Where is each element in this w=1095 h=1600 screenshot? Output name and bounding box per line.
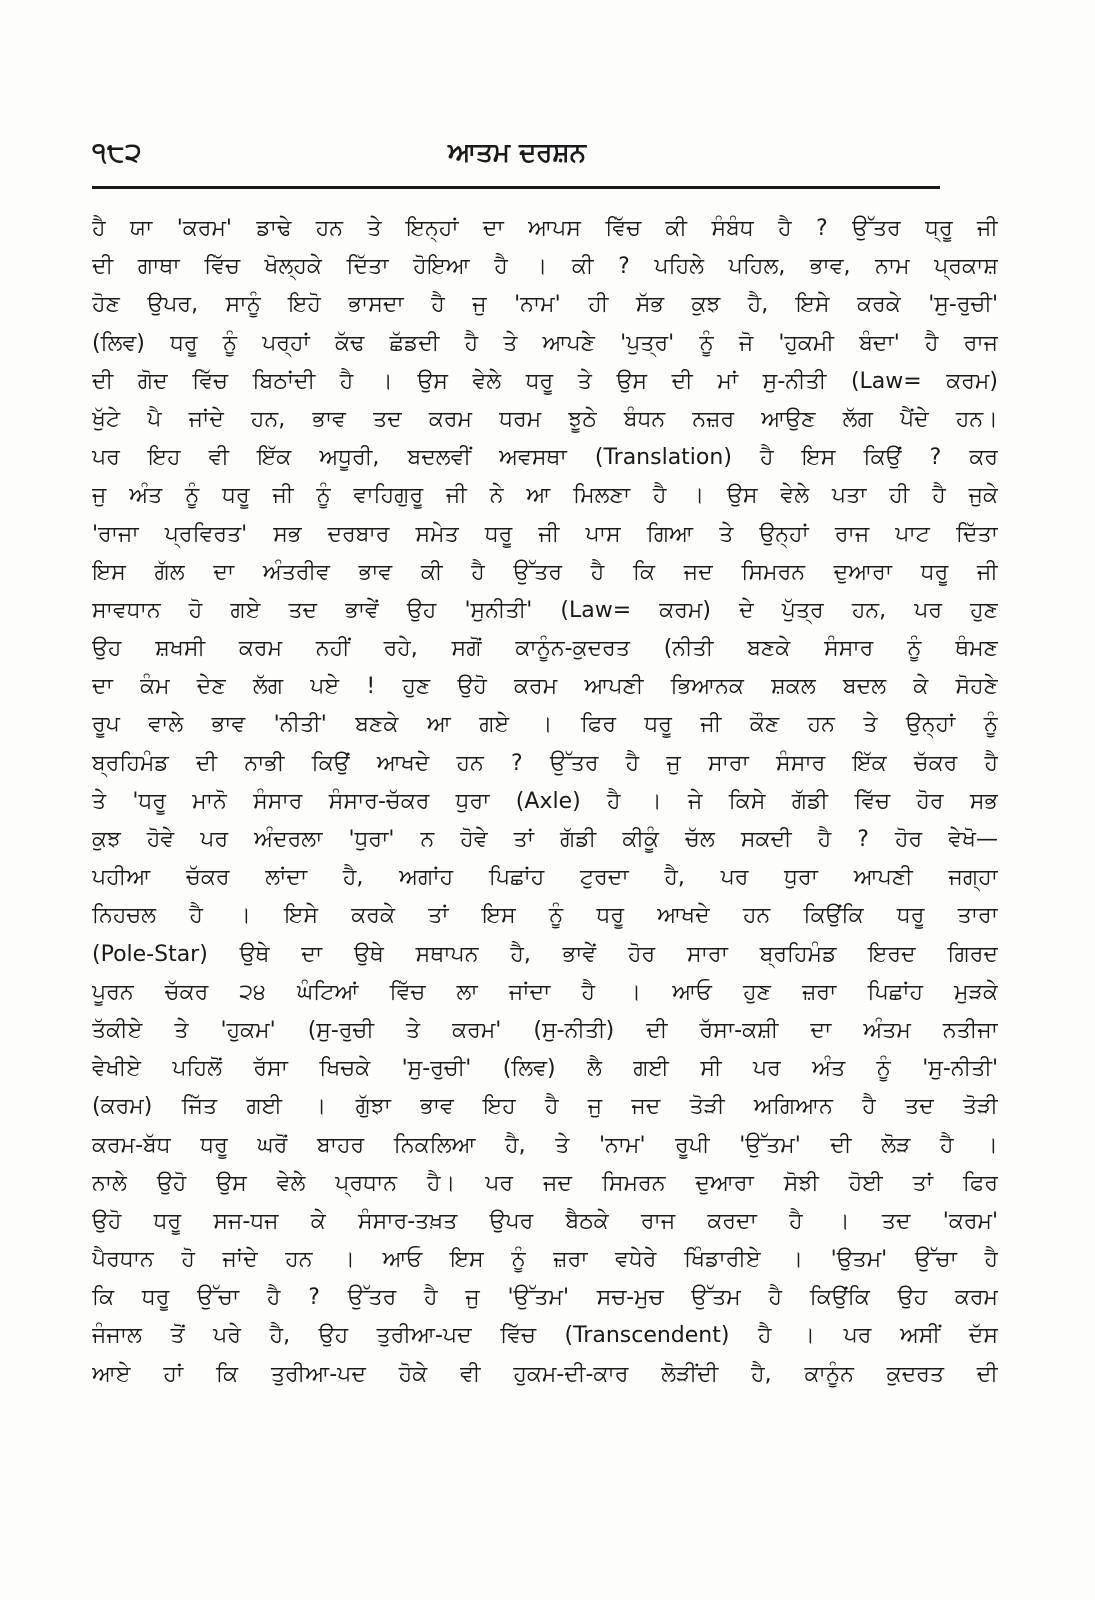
text-line: ਉਹ ਸ਼ਖਸੀ ਕਰਮ ਨਹੀਂ ਰਹੇ, ਸਗੋਂ ਕਾਨੂੰਨ-ਕੁਦਰਤ (ਨੀਤੀ ਬਣਕੇ ਸੰਸਾਰ ਨੂੰ ਥੰਮਣ <box>92 636 998 662</box>
text-line: ਕੁਝ ਹੋਵੇ ਪਰ ਅੰਦਰਲਾ 'ਧੁਰਾ' ਨ ਹੋਵੇ ਤਾਂ ਗੱਡੀ ਕੀਕੂੰ ਚੱਲ ਸਕਦੀ ਹੈ ? ਹੋਰ ਵੇਖੋ— <box>92 827 998 852</box>
header-rule <box>92 186 940 189</box>
text-line: ਹੈ ਯਾ 'ਕਰਮ' ਡਾਢੇ ਹਨ ਤੇ ਇਨ੍ਹਾਂ ਦਾ ਆਪਸ ਵਿੱਚ ਕੀ ਸੰਬੰਧ ਹੈ ? ਉੱਤਰ ਧ੍ਰੂ ਜੀ <box>92 216 998 241</box>
text-line: ਖੁੱਟੇ ਪੈ ਜਾਂਦੇ ਹਨ, ਭਾਵ ਤਦ ਕਰਮ ਧਰਮ ਝੂਠੇ ਬੰਧਨ ਨਜ਼ਰ ਆਉਣ ਲੱਗ ਪੈਂਦੇ ਹਨ। <box>92 406 998 432</box>
text-line: ਸਾਵਧਾਨ ਹੋ ਗਏ ਤਦ ਭਾਵੇਂ ਉਹ 'ਸੁਨੀਤੀ' (Law= ਕਰਮ) ਦੇ ਪੁੱਤ੍ਰ ਹਨ, ਪਰ ਹੁਣ <box>92 597 998 623</box>
text-line: ਆਏ ਹਾਂ ਕਿ ਤੁਰੀਆ-ਪਦ ਹੋਕੇ ਵੀ ਹੁਕਮ-ਦੀ-ਕਾਰ ਲੋੜੀਂਦੀ ਹੈ, ਕਾਨੂੰਨ ਕੁਦਰਤ ਦੀ <box>92 1361 998 1387</box>
text-line: ਤੱਕੀਏ ਤੇ 'ਹੁਕਮ' (ਸੁ-ਰੁਚੀ ਤੇ ਕਰਮ' (ਸੁ-ਨੀਤੀ) ਦੀ ਰੱਸਾ-ਕਸ਼ੀ ਦਾ ਅੰਤਮ ਨਤੀਜਾ <box>92 1017 998 1043</box>
text-line: ਤੇ 'ਧਰੂ ਮਾਨੋ ਸੰਸਾਰ ਸੰਸਾਰ-ਚੱਕਰ ਧੁਰਾ (Axle) ਹੈ । ਜੇ ਕਿਸੇ ਗੱਡੀ ਵਿੱਚ ਹੋਰ ਸਭ <box>92 788 998 814</box>
text-line: ਪਰ ਇਹ ਵੀ ਇੱਕ ਅਧੂਰੀ, ਬਦਲਵੀਂ ਅਵਸਥਾ (Translation) ਹੈ ਇਸ ਕਿਉਂ ? ਕਰ <box>92 445 998 471</box>
text-line: ਉਹੋ ਧਰੂ ਸਜ-ਧਜ ਕੇ ਸੰਸਾਰ-ਤਖ਼ਤ ਉਪਰ ਬੈਠਕੇ ਰਾਜ ਕਰਦਾ ਹੈ । ਤਦ 'ਕਰਮ' <box>92 1208 998 1234</box>
text-line: ਪੈਰਧਾਨ ਹੋ ਜਾਂਦੇ ਹਨ । ਆਓ ਇਸ ਨੂੰ ਜ਼ਰਾ ਵਧੇਰੇ ਖਿੰਡਾਰੀਏ । 'ਉਤਮ' ਉੱਚਾ ਹੈ <box>92 1247 998 1273</box>
text-line: ਕਿ ਧਰੂ ਉੱਚਾ ਹੈ ? ਉੱਤਰ ਹੈ ਜੁ 'ਉੱਤਮ' ਸਚ-ਮੁਚ ਉੱਤਮ ਹੈ ਕਿਉਂਕਿ ਉਹ ਕਰਮ <box>92 1285 998 1311</box>
page-number: ੧੮੨ <box>92 138 143 168</box>
text-line: ਪਹੀਆ ਚੱਕਰ ਲਾਂਦਾ ਹੈ, ਅਗਾਂਹ ਪਿਛਾਂਹ ਟੁਰਦਾ ਹੈ, ਪਰ ਧੁਰਾ ਆਪਣੀ ਜਗ੍ਹਾ <box>92 865 998 891</box>
body-text <box>92 210 998 1394</box>
text-line: ਨਾਲੇ ਉਹੋ ਉਸ ਵੇਲੇ ਪ੍ਰਧਾਨ ਹੈ। ਪਰ ਜਦ ਸਿਮਰਨ ਦੁਆਰਾ ਸੋਝੀ ਹੋਈ ਤਾਂ ਫਿਰ <box>92 1170 998 1196</box>
text-line: ਬ੍ਰਹਿਮੰਡ ਦੀ ਨਾਭੀ ਕਿਉਂ ਆਖਦੇ ਹਨ ? ਉੱਤਰ ਹੈ ਜੁ ਸਾਰਾ ਸੰਸਾਰ ਇੱਕ ਚੱਕਰ ਹੈ <box>92 750 998 776</box>
text-line: ਇਸ ਗੱਲ ਦਾ ਅੰਤਰੀਵ ਭਾਵ ਕੀ ਹੈ ਉੱਤਰ ਹੈ ਕਿ ਜਦ ਸਿਮਰਨ ਦੁਆਰਾ ਧਰੂ ਜੀ <box>92 559 998 585</box>
text-line: ਜੰਜਾਲ ਤੋਂ ਪਰੇ ਹੈ, ਉਹ ਤੁਰੀਆ-ਪਦ ਵਿੱਚ (Transcendent) ਹੈ । ਪਰ ਅਸੀਂ ਦੱਸ <box>92 1323 998 1349</box>
text-line: (ਲਿਵ) ਧਰੂ ਨੂੰ ਪਰ੍ਹਾਂ ਕੱਢ ਛੱਡਦੀ ਹੈ ਤੇ ਆਪਣੇ 'ਪੁਤ੍ਰ' ਨੂੰ ਜੋ 'ਹੁਕਮੀ ਬੰਦਾ' ਹੈ ਰਾਜ <box>92 330 998 356</box>
page-header <box>92 138 942 178</box>
running-title: ਆਤਮ ਦਰਸ਼ਨ <box>448 138 586 168</box>
text-line: ਦਾ ਕੰਮ ਦੇਣ ਲੱਗ ਪਏ ! ਹੁਣ ਉਹੋ ਕਰਮ ਆਪਣੀ ਭਿਆਨਕ ਸ਼ਕਲ ਬਦਲ ਕੇ ਸੋਹਣੇ <box>92 674 998 700</box>
text-line: ਕਰਮ-ਬੱਧ ਧਰੂ ਘਰੋਂ ਬਾਹਰ ਨਿਕਲਿਆ ਹੈ, ਤੇ 'ਨਾਮ' ਰੂਪੀ 'ਉੱਤਮ' ਦੀ ਲੋੜ ਹੈ । <box>92 1132 998 1158</box>
text-line: 'ਰਾਜਾ ਪ੍ਰਵਿਰਤ' ਸਭ ਦਰਬਾਰ ਸਮੇਤ ਧਰੂ ਜੀ ਪਾਸ ਗਿਆ ਤੇ ਉਨ੍ਹਾਂ ਰਾਜ ਪਾਟ ਦਿੱਤਾ <box>92 521 998 547</box>
text-line: ਰੂਪ ਵਾਲੇ ਭਾਵ 'ਨੀਤੀ' ਬਣਕੇ ਆ ਗਏ । ਫਿਰ ਧਰੂ ਜੀ ਕੌਣ ਹਨ ਤੇ ਉਨ੍ਹਾਂ ਨੂੰ <box>92 712 998 738</box>
text-line: ਹੋਣ ਉਪਰ, ਸਾਨੂੰ ਇਹੋ ਭਾਸਦਾ ਹੈ ਜੁ 'ਨਾਮ' ਹੀ ਸੱਭ ਕੁਝ ਹੈ, ਇਸੇ ਕਰਕੇ 'ਸੁ-ਰੁਚੀ' <box>92 292 998 318</box>
text-line: ਦੀ ਗਾਥਾ ਵਿੱਚ ਖੋਲ੍ਹਕੇ ਦਿੱਤਾ ਹੋਇਆ ਹੈ । ਕੀ ? ਪਹਿਲੇ ਪਹਿਲ, ਭਾਵ, ਨਾਮ ਪ੍ਰਕਾਸ਼ <box>92 254 998 280</box>
text-line: ਨਿਹਚਲ ਹੈ । ਇਸੇ ਕਰਕੇ ਤਾਂ ਇਸ ਨੂੰ ਧਰੂ ਆਖਦੇ ਹਨ ਕਿਉਂਕਿ ਧਰੂ ਤਾਰਾ <box>92 903 998 929</box>
text-line: (Pole-Star) ਉਥੇ ਦਾ ਉਥੇ ਸਥਾਪਨ ਹੈ, ਭਾਵੇਂ ਹੋਰ ਸਾਰਾ ਬ੍ਰਹਿਮੰਡ ਇਰਦ ਗਿਰਦ <box>92 941 998 967</box>
text-line: ਪੂਰਨ ਚੱਕਰ ੨੪ ਘੰਟਿਆਂ ਵਿੱਚ ਲਾ ਜਾਂਦਾ ਹੈ । ਆਓ ਹੁਣ ਜ਼ਰਾ ਪਿਛਾਂਹ ਮੁੜਕੇ <box>92 979 998 1005</box>
text-line: ਵੇਖੀਏ ਪਹਿਲੋਂ ਰੱਸਾ ਖਿਚਕੇ 'ਸੁ-ਰੁਚੀ' (ਲਿਵ) ਲੈ ਗਈ ਸੀ ਪਰ ਅੰਤ ਨੂੰ 'ਸੁ-ਨੀਤੀ' <box>92 1056 998 1082</box>
text-line: (ਕਰਮ) ਜਿੱਤ ਗਈ । ਗੁੱਝਾ ਭਾਵ ਇਹ ਹੈ ਜੁ ਜਦ ਤੋੜੀ ਅਗਿਆਨ ਹੈ ਤਦ ਤੋੜੀ <box>92 1094 998 1120</box>
text-line: ਜੁ ਅੰਤ ਨੂੰ ਧਰੂ ਜੀ ਨੂੰ ਵਾਹਿਗੁਰੂ ਜੀ ਨੇ ਆ ਮਿਲਣਾ ਹੈ । ਉਸ ਵੇਲੇ ਪਤਾ ਹੀ ਹੈ ਜੁਕੇ <box>92 483 998 509</box>
text-line: ਦੀ ਗੋਦ ਵਿੱਚ ਬਿਠਾਂਦੀ ਹੈ । ਉਸ ਵੇਲੇ ਧਰੂ ਤੇ ਉਸ ਦੀ ਮਾਂ ਸੁ-ਨੀਤੀ (Law= ਕਰਮ) <box>92 368 998 394</box>
